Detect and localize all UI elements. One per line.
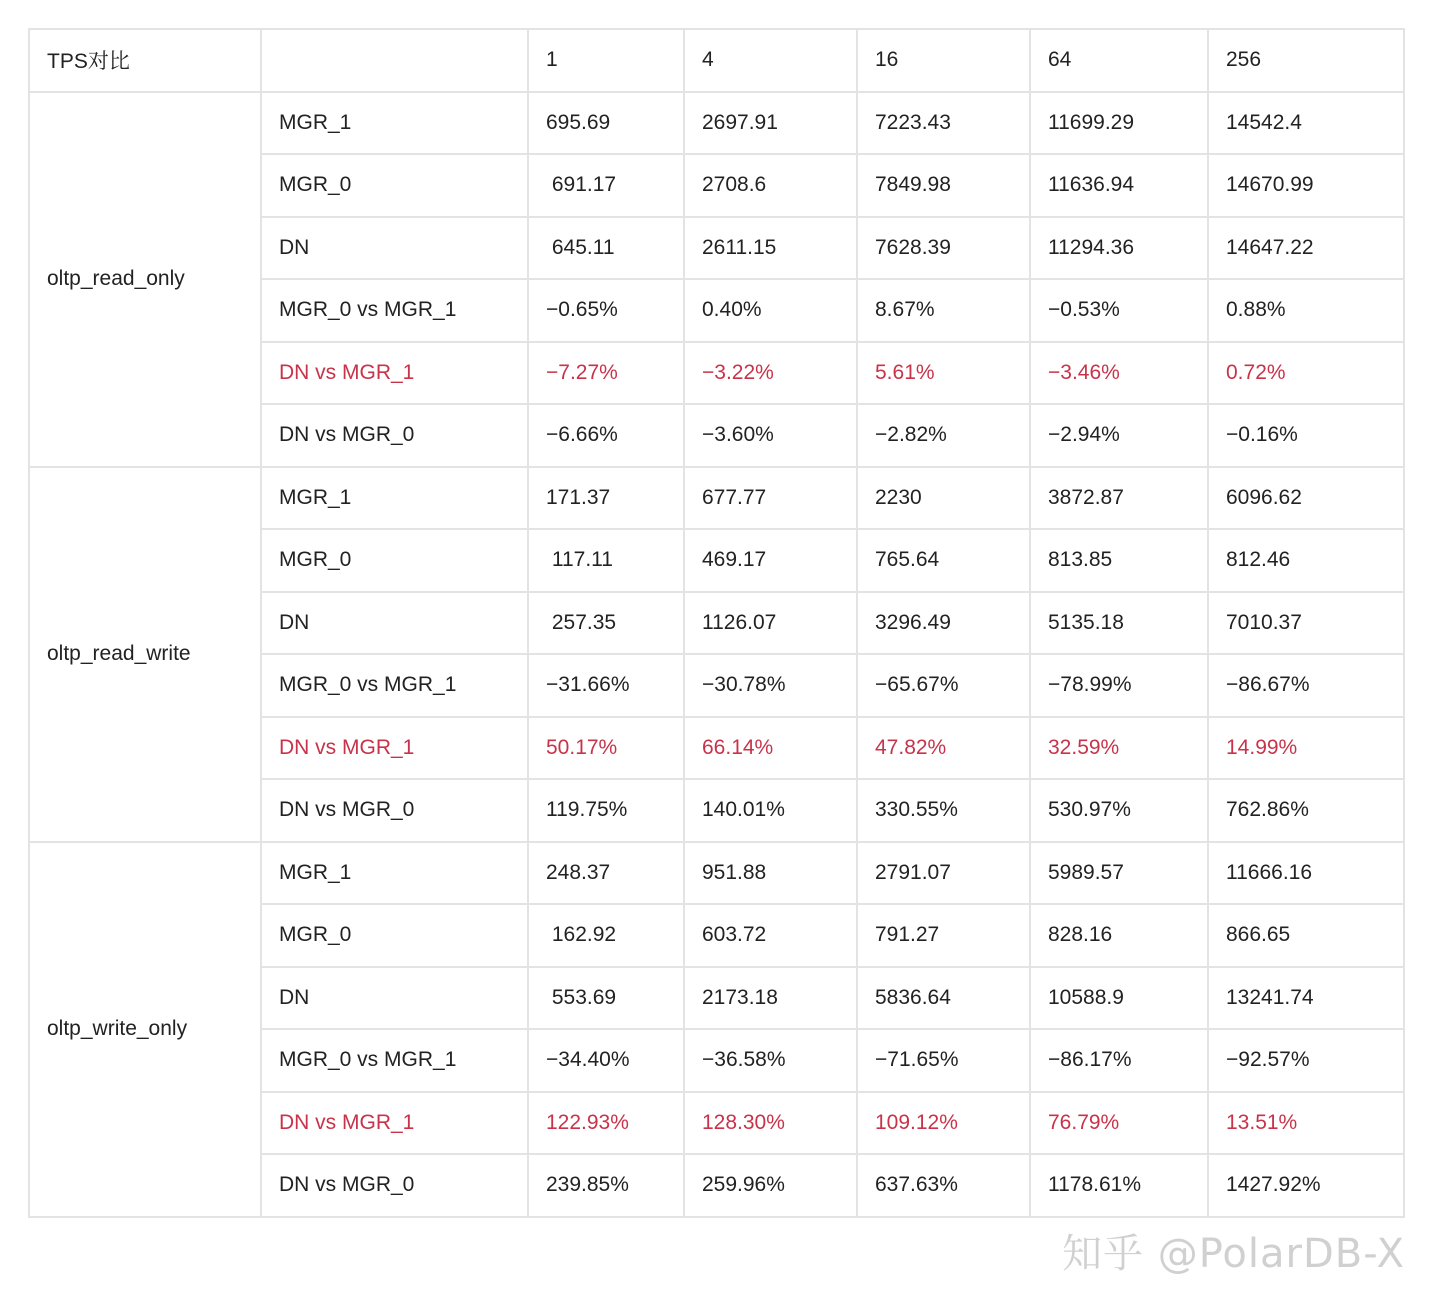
table-cell: −92.57% [1208, 1029, 1404, 1092]
table-cell: −71.65% [857, 1029, 1030, 1092]
table-cell: 5.61% [857, 342, 1030, 405]
table-cell: 469.17 [684, 529, 857, 592]
table-cell: 765.64 [857, 529, 1030, 592]
table-cell: −3.46% [1030, 342, 1208, 405]
table-cell: 0.88% [1208, 279, 1404, 342]
table-cell: −0.16% [1208, 404, 1404, 467]
table-cell: 0.72% [1208, 342, 1404, 405]
benchmark-group-label: oltp_read_only [29, 92, 261, 467]
table-cell: −31.66% [528, 654, 684, 717]
table-row [29, 467, 1404, 530]
table-cell: 3872.87 [1030, 467, 1208, 530]
table-cell: 119.75% [528, 779, 684, 842]
table-cell: 2708.6 [684, 154, 857, 217]
table-cell: −34.40% [528, 1029, 684, 1092]
row-label: DN vs MGR_0 [261, 779, 528, 842]
corner-header: TPS对比 [29, 29, 261, 92]
table-cell: −3.22% [684, 342, 857, 405]
table-cell: 0.40% [684, 279, 857, 342]
table-cell: 171.37 [528, 467, 684, 530]
table-cell: 2230 [857, 467, 1030, 530]
table-cell: −86.17% [1030, 1029, 1208, 1092]
table-cell: 695.69 [528, 92, 684, 155]
table-cell: 140.01% [684, 779, 857, 842]
table-cell: 2611.15 [684, 217, 857, 280]
row-label: MGR_1 [261, 842, 528, 905]
table-cell: 11636.94 [1030, 154, 1208, 217]
table-cell: −78.99% [1030, 654, 1208, 717]
table-cell: 691.17 [528, 154, 684, 217]
table-cell: −2.94% [1030, 404, 1208, 467]
table-cell: 5836.64 [857, 967, 1030, 1030]
row-label: MGR_0 [261, 529, 528, 592]
table-cell: 812.46 [1208, 529, 1404, 592]
table-cell: 11699.29 [1030, 92, 1208, 155]
table-cell: 76.79% [1030, 1092, 1208, 1155]
watermark: 知乎 @PolarDB-X [1062, 1231, 1406, 1277]
row-label: MGR_0 vs MGR_1 [261, 1029, 528, 1092]
table-cell: 117.11 [528, 529, 684, 592]
tps-comparison-table [28, 28, 1405, 1218]
row-label: DN [261, 967, 528, 1030]
table-cell: 13.51% [1208, 1092, 1404, 1155]
table-cell: 14542.4 [1208, 92, 1404, 155]
table-cell: 1427.92% [1208, 1154, 1404, 1217]
table-cell: 32.59% [1030, 717, 1208, 780]
table-cell: −6.66% [528, 404, 684, 467]
table-cell: −36.58% [684, 1029, 857, 1092]
table-cell: 14647.22 [1208, 217, 1404, 280]
header-row [29, 29, 1404, 92]
table-cell: 813.85 [1030, 529, 1208, 592]
table-cell: 5989.57 [1030, 842, 1208, 905]
benchmark-group-label: oltp_read_write [29, 467, 261, 842]
table-cell: −7.27% [528, 342, 684, 405]
table-cell: 645.11 [528, 217, 684, 280]
row-label: MGR_0 [261, 904, 528, 967]
table-cell: 677.77 [684, 467, 857, 530]
table-row [29, 92, 1404, 155]
table-cell: 1178.61% [1030, 1154, 1208, 1217]
table-cell: 11666.16 [1208, 842, 1404, 905]
table-cell: 951.88 [684, 842, 857, 905]
table-cell: 11294.36 [1030, 217, 1208, 280]
table-cell: 1126.07 [684, 592, 857, 655]
column-header: 1 [528, 29, 684, 92]
row-label: DN vs MGR_0 [261, 404, 528, 467]
column-header: 64 [1030, 29, 1208, 92]
table-cell: −65.67% [857, 654, 1030, 717]
table-cell: 2697.91 [684, 92, 857, 155]
table-cell: 14.99% [1208, 717, 1404, 780]
table-cell: 122.93% [528, 1092, 684, 1155]
row-label: DN [261, 217, 528, 280]
table-cell: 6096.62 [1208, 467, 1404, 530]
row-label: DN vs MGR_1 [261, 1092, 528, 1155]
table-cell: 162.92 [528, 904, 684, 967]
table-cell: −86.67% [1208, 654, 1404, 717]
column-header: 4 [684, 29, 857, 92]
table-cell: 7628.39 [857, 217, 1030, 280]
table-cell: 828.16 [1030, 904, 1208, 967]
row-label: DN vs MGR_1 [261, 342, 528, 405]
column-header: 16 [857, 29, 1030, 92]
table-cell: 8.67% [857, 279, 1030, 342]
benchmark-group-label: oltp_write_only [29, 842, 261, 1217]
table-cell: −2.82% [857, 404, 1030, 467]
table-cell: −0.65% [528, 279, 684, 342]
row-label: MGR_0 vs MGR_1 [261, 279, 528, 342]
table-cell: 637.63% [857, 1154, 1030, 1217]
table-cell: 3296.49 [857, 592, 1030, 655]
table-cell: 7223.43 [857, 92, 1030, 155]
table-cell: 10588.9 [1030, 967, 1208, 1030]
row-label: DN vs MGR_1 [261, 717, 528, 780]
table-cell: 603.72 [684, 904, 857, 967]
table-body [29, 92, 1404, 1217]
table-cell: 330.55% [857, 779, 1030, 842]
table-cell: 553.69 [528, 967, 684, 1030]
table-row [29, 842, 1404, 905]
table-cell: 239.85% [528, 1154, 684, 1217]
table-cell: 762.86% [1208, 779, 1404, 842]
table-cell: 128.30% [684, 1092, 857, 1155]
table-cell: 5135.18 [1030, 592, 1208, 655]
table-cell: 7849.98 [857, 154, 1030, 217]
table-cell: 2173.18 [684, 967, 857, 1030]
table-cell: 248.37 [528, 842, 684, 905]
row-label: MGR_0 [261, 154, 528, 217]
table-cell: 14670.99 [1208, 154, 1404, 217]
table-cell: −30.78% [684, 654, 857, 717]
table-cell: −3.60% [684, 404, 857, 467]
table-cell: 866.65 [1208, 904, 1404, 967]
table-cell: 259.96% [684, 1154, 857, 1217]
table-cell: 2791.07 [857, 842, 1030, 905]
table-cell: 50.17% [528, 717, 684, 780]
table-cell: 7010.37 [1208, 592, 1404, 655]
table-cell: 66.14% [684, 717, 857, 780]
row-label: DN vs MGR_0 [261, 1154, 528, 1217]
table-cell: 257.35 [528, 592, 684, 655]
row-label: MGR_1 [261, 467, 528, 530]
metric-header [261, 29, 528, 92]
column-header: 256 [1208, 29, 1404, 92]
table-cell: 13241.74 [1208, 967, 1404, 1030]
row-label: MGR_1 [261, 92, 528, 155]
table-cell: 791.27 [857, 904, 1030, 967]
row-label: DN [261, 592, 528, 655]
table-cell: 109.12% [857, 1092, 1030, 1155]
row-label: MGR_0 vs MGR_1 [261, 654, 528, 717]
table-cell: −0.53% [1030, 279, 1208, 342]
table-cell: 47.82% [857, 717, 1030, 780]
table-cell: 530.97% [1030, 779, 1208, 842]
